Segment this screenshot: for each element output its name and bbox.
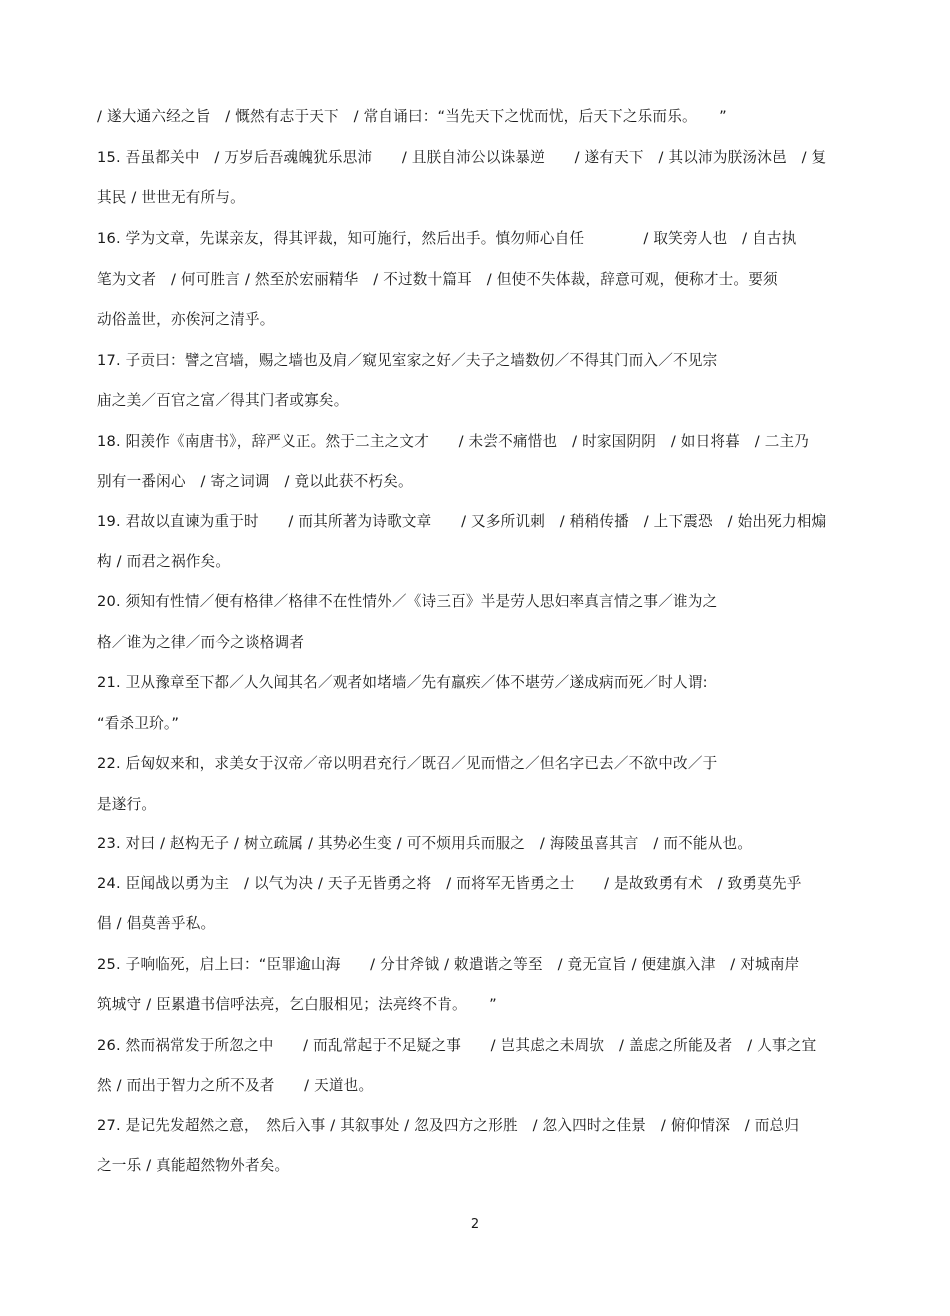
text-line: 格／谁为之律／而今之谈格调者 <box>97 634 305 651</box>
text-line: 筑城守 / 臣累遣书信呼法亮，乞白服相见；法亮终不肯。 ” <box>97 996 497 1013</box>
text-line: 15. 吾虽都关中 / 万岁后吾魂魄犹乐思沛 / 且朕自沛公以诛暴逆 / 遂有天下 / 其以沛为朕汤沐邑 / 复 <box>97 149 827 166</box>
text-line: “看杀卫玠。” <box>97 715 180 732</box>
text-line: 26. 然而祸常发于所忽之中 / 而乱常起于不足疑之事 / 岂其虑之未周欤 / 盖虑之所能及者 / 人事之宜 <box>97 1037 817 1054</box>
text-line: 之一乐 / 真能超然物外者矣。 <box>97 1157 290 1174</box>
text-line: 是遂行。 <box>97 796 157 813</box>
text-line: 20. 须知有性情／便有格律／格律不在性情外／《诗三百》半是劳人思妇率真言情之事／谁为之 <box>97 593 718 610</box>
text-line: / 遂大通六经之旨 / 慨然有志于天下 / 常自诵曰：“当先天下之忧而忧，后天下之乐而乐。 ” <box>97 108 727 125</box>
text-line: 23. 对曰 / 赵构无子 / 树立疏属 / 其势必生变 / 可不烦用兵而服之 / 海陵虽喜其言 / 而不能从也。 <box>97 835 753 852</box>
text-line: 别有一番闲心 / 寄之词调 / 竟以此获不朽矣。 <box>97 473 413 490</box>
text-line: 18. 阳羡作《南唐书》，辞严义正。然于二主之文才 / 未尝不痛惜也 / 时家国阴阴 / 如日将暮 / 二主乃 <box>97 433 810 450</box>
text-line: 21. 卫从豫章至下都／人久闻其名／观者如堵墙／先有羸疾／体不堪劳／遂成病而死／时人谓: <box>97 674 708 691</box>
page-number: 2 <box>470 1217 480 1232</box>
text-line: 25. 子响临死，启上曰：“臣罪逾山海 / 分甘斧钺 / 敕遣谐之等至 / 竟无宣旨 / 便建旗入津 / 对城南岸 <box>97 956 800 973</box>
text-line: 22. 后匈奴来和，求美女于汉帝／帝以明君充行／既召／见而惜之／但名字已去／不欲中改／于 <box>97 755 718 772</box>
text-line: 然 / 而出于智力之所不及者 / 天道也。 <box>97 1077 374 1094</box>
text-line: 24. 臣闻战以勇为主 / 以气为决 / 天子无皆勇之将 / 而将军无皆勇之士 / 是故致勇有术 / 致勇莫先乎 <box>97 875 802 892</box>
text-line: 倡 / 倡莫善乎私。 <box>97 915 216 932</box>
text-line: 笔为文者 / 何可胜言 / 然至於宏丽精华 / 不过数十篇耳 / 但使不失体裁，辞意可观，便称才士。要须 <box>97 271 778 288</box>
text-line: 动俗盖世，亦俟河之清乎。 <box>97 311 275 328</box>
text-line: 其民 / 世世无有所与。 <box>97 189 245 206</box>
text-line: 17. 子贡曰：譬之宫墙，赐之墙也及肩／窥见室家之好／夫子之墙数仞／不得其门而入／不见宗 <box>97 352 718 369</box>
text-line: 庙之美／百官之富／得其门者或寡矣。 <box>97 392 349 409</box>
text-line: 19. 君故以直谏为重于时 / 而其所著为诗歌文章 / 又多所讥刺 / 稍稍传播 / 上下震恐 / 始出死力相煽 <box>97 513 827 530</box>
text-line: 构 / 而君之祸作矣。 <box>97 553 231 570</box>
text-line: 16. 学为文章，先谋亲友，得其评裁，知可施行，然后出手。慎勿师心自任 / 取笑旁人也 / 自古执 <box>97 230 797 247</box>
text-line: 27. 是记先发超然之意， 然后入事 / 其叙事处 / 忽及四方之形胜 / 忽入四时之佳景 / 俯仰情深 / 而总归 <box>97 1117 800 1134</box>
